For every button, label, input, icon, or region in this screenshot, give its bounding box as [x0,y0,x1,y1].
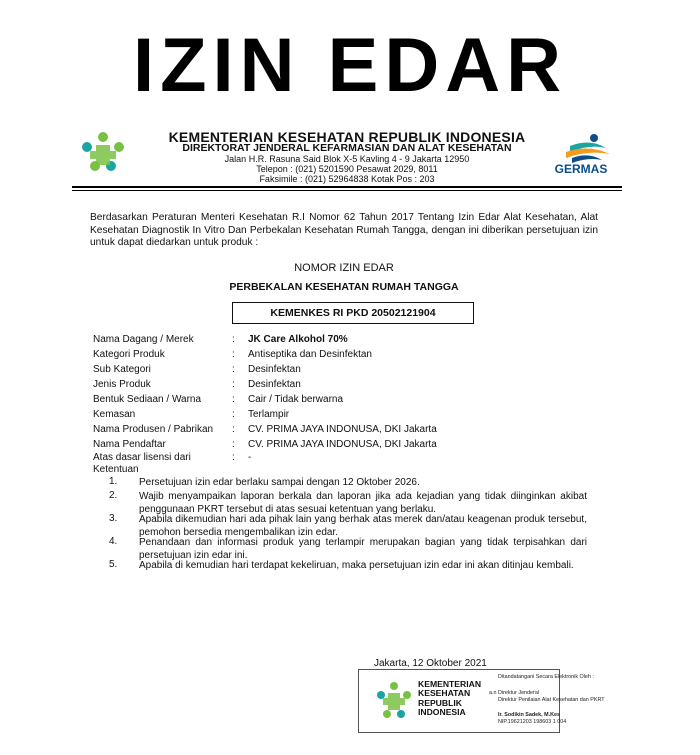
field-colon: : [232,394,235,405]
list-item: Apabila di kemudian hari terdapat kekeliruan, maka persetujuan izin edar ini akan ditinjau kembali. [139,560,574,571]
field-label: Atas dasar lisensi dari [93,452,191,463]
an-text: a.n [489,690,497,696]
ketentuan-heading: Ketentuan [93,464,139,475]
field-label: Kemasan [93,409,136,420]
field-value: CV. PRIMA JAYA INDONUSA, DKI Jakarta [248,439,437,450]
list-item: Apabila dikemudian hari ada pihak lain yang berhak atas merek dan/atau keagenan produk tersebut, pemohon bersedia mengembalikan izin edar. [139,514,587,538]
signer-role-2: Direktur Penilaian Alat Kesehatan dan PKRT [498,697,605,703]
field-colon: : [232,409,235,420]
kemenkes-logo-icon [74,128,132,178]
field-colon: : [232,439,235,450]
signed-electronically-text: Ditandatangani Secara Elektronik Oleh : [498,674,594,680]
address: Jalan H.R. Rasuna Said Blok X-5 Kavling 4 - 9 Jakarta 12950 [224,154,470,164]
page-title: IZIN EDAR [133,23,567,108]
directorate-name: DIREKTORAT JENDERAL KEFARMASIAN DAN ALAT KESEHATAN [182,142,512,154]
list-item-number: 4. [109,536,118,547]
field-value: Desinfektan [248,364,301,375]
field-label: Sub Kategori [93,364,151,375]
intro-paragraph: Berdasarkan Peraturan Menteri Kesehatan R.I Nomor 62 Tahun 2017 Tentang Izin Edar Alat Kesehatan, Alat Kesehatan Diagnostik In Vitro Dan Perbekalan Kesehatan Rumah Tangga, dengan ini diberikan persetujuan izin untuk dapat diedarkan untuk produk : [90,212,598,248]
field-value: JK Care Alkohol 70% [248,334,348,345]
field-colon: : [232,424,235,435]
field-value: - [248,452,252,463]
field-label: Bentuk Sediaan / Warna [93,394,202,405]
list-item: Persetujuan izin edar berlaku sampai dengan 12 Oktober 2026. [139,477,420,488]
field-value: Desinfektan [248,379,301,390]
nomor-izin-label: NOMOR IZIN EDAR [294,262,394,274]
field-colon: : [232,349,235,360]
signer-name: Ir. Sodikin Sadek, M.Kes [498,712,561,718]
signature-date: Jakarta, 12 Oktober 2021 [374,658,487,669]
field-value: Terlampir [248,409,290,420]
list-item-number: 2. [109,490,118,501]
header-rule [72,186,622,188]
field-colon: : [232,452,235,463]
field-colon: : [232,334,235,345]
list-item-number: 3. [109,513,118,524]
list-item: Wajib menyampaikan laporan berkala dan laporan jika ada kejadian yang tidak diinginkan akibat penggunaan PKRT tersebut di atas sesuai ketentuan yang berlaku. [139,491,587,515]
field-label: Nama Produsen / Pabrikan [93,424,214,435]
signer-role-1: Direktur Jenderal [498,690,540,696]
field-label: Nama Dagang / Merek [93,334,194,345]
registration-number: KEMENKES RI PKD 20502121904 [232,302,474,324]
category-heading: PERBEKALAN KESEHATAN RUMAH TANGGA [229,281,459,293]
field-colon: : [232,379,235,390]
fax: Faksimile : (021) 52964838 Kotak Pos : 203 [259,174,435,184]
field-label: Kategori Produk [93,349,165,360]
list-item-number: 1. [109,476,118,487]
header-rule-thin [72,190,622,191]
list-item: Penandaan dan informasi produk yang terlampir merupakan bagian yang tidak terpisahkan dari persetujuan izin edar ini. [139,537,587,561]
phone: Telepon : (021) 5201590 Pesawat 2029, 8011 [256,164,438,174]
kemenkes-logo-icon [372,678,416,726]
ministry-name: KEMENTERIAN KESEHATAN REPUBLIK INDONESIA [168,129,526,145]
list-item-number: 5. [109,559,118,570]
germas-label: GERMAS [554,162,608,176]
field-value: Cair / Tidak berwarna [248,394,344,405]
signature-ministry: KEMENTERIAN KESEHATAN REPUBLIK INDONESIA [418,679,482,718]
field-label: Jenis Produk [93,379,151,390]
field-value: Antiseptika dan Desinfektan [248,349,372,360]
signer-nip: NIP.19621203 198603 1 004 [498,719,567,725]
field-value: CV. PRIMA JAYA INDONUSA, DKI Jakarta [248,424,437,435]
field-colon: : [232,364,235,375]
field-label: Nama Pendaftar [93,439,166,450]
